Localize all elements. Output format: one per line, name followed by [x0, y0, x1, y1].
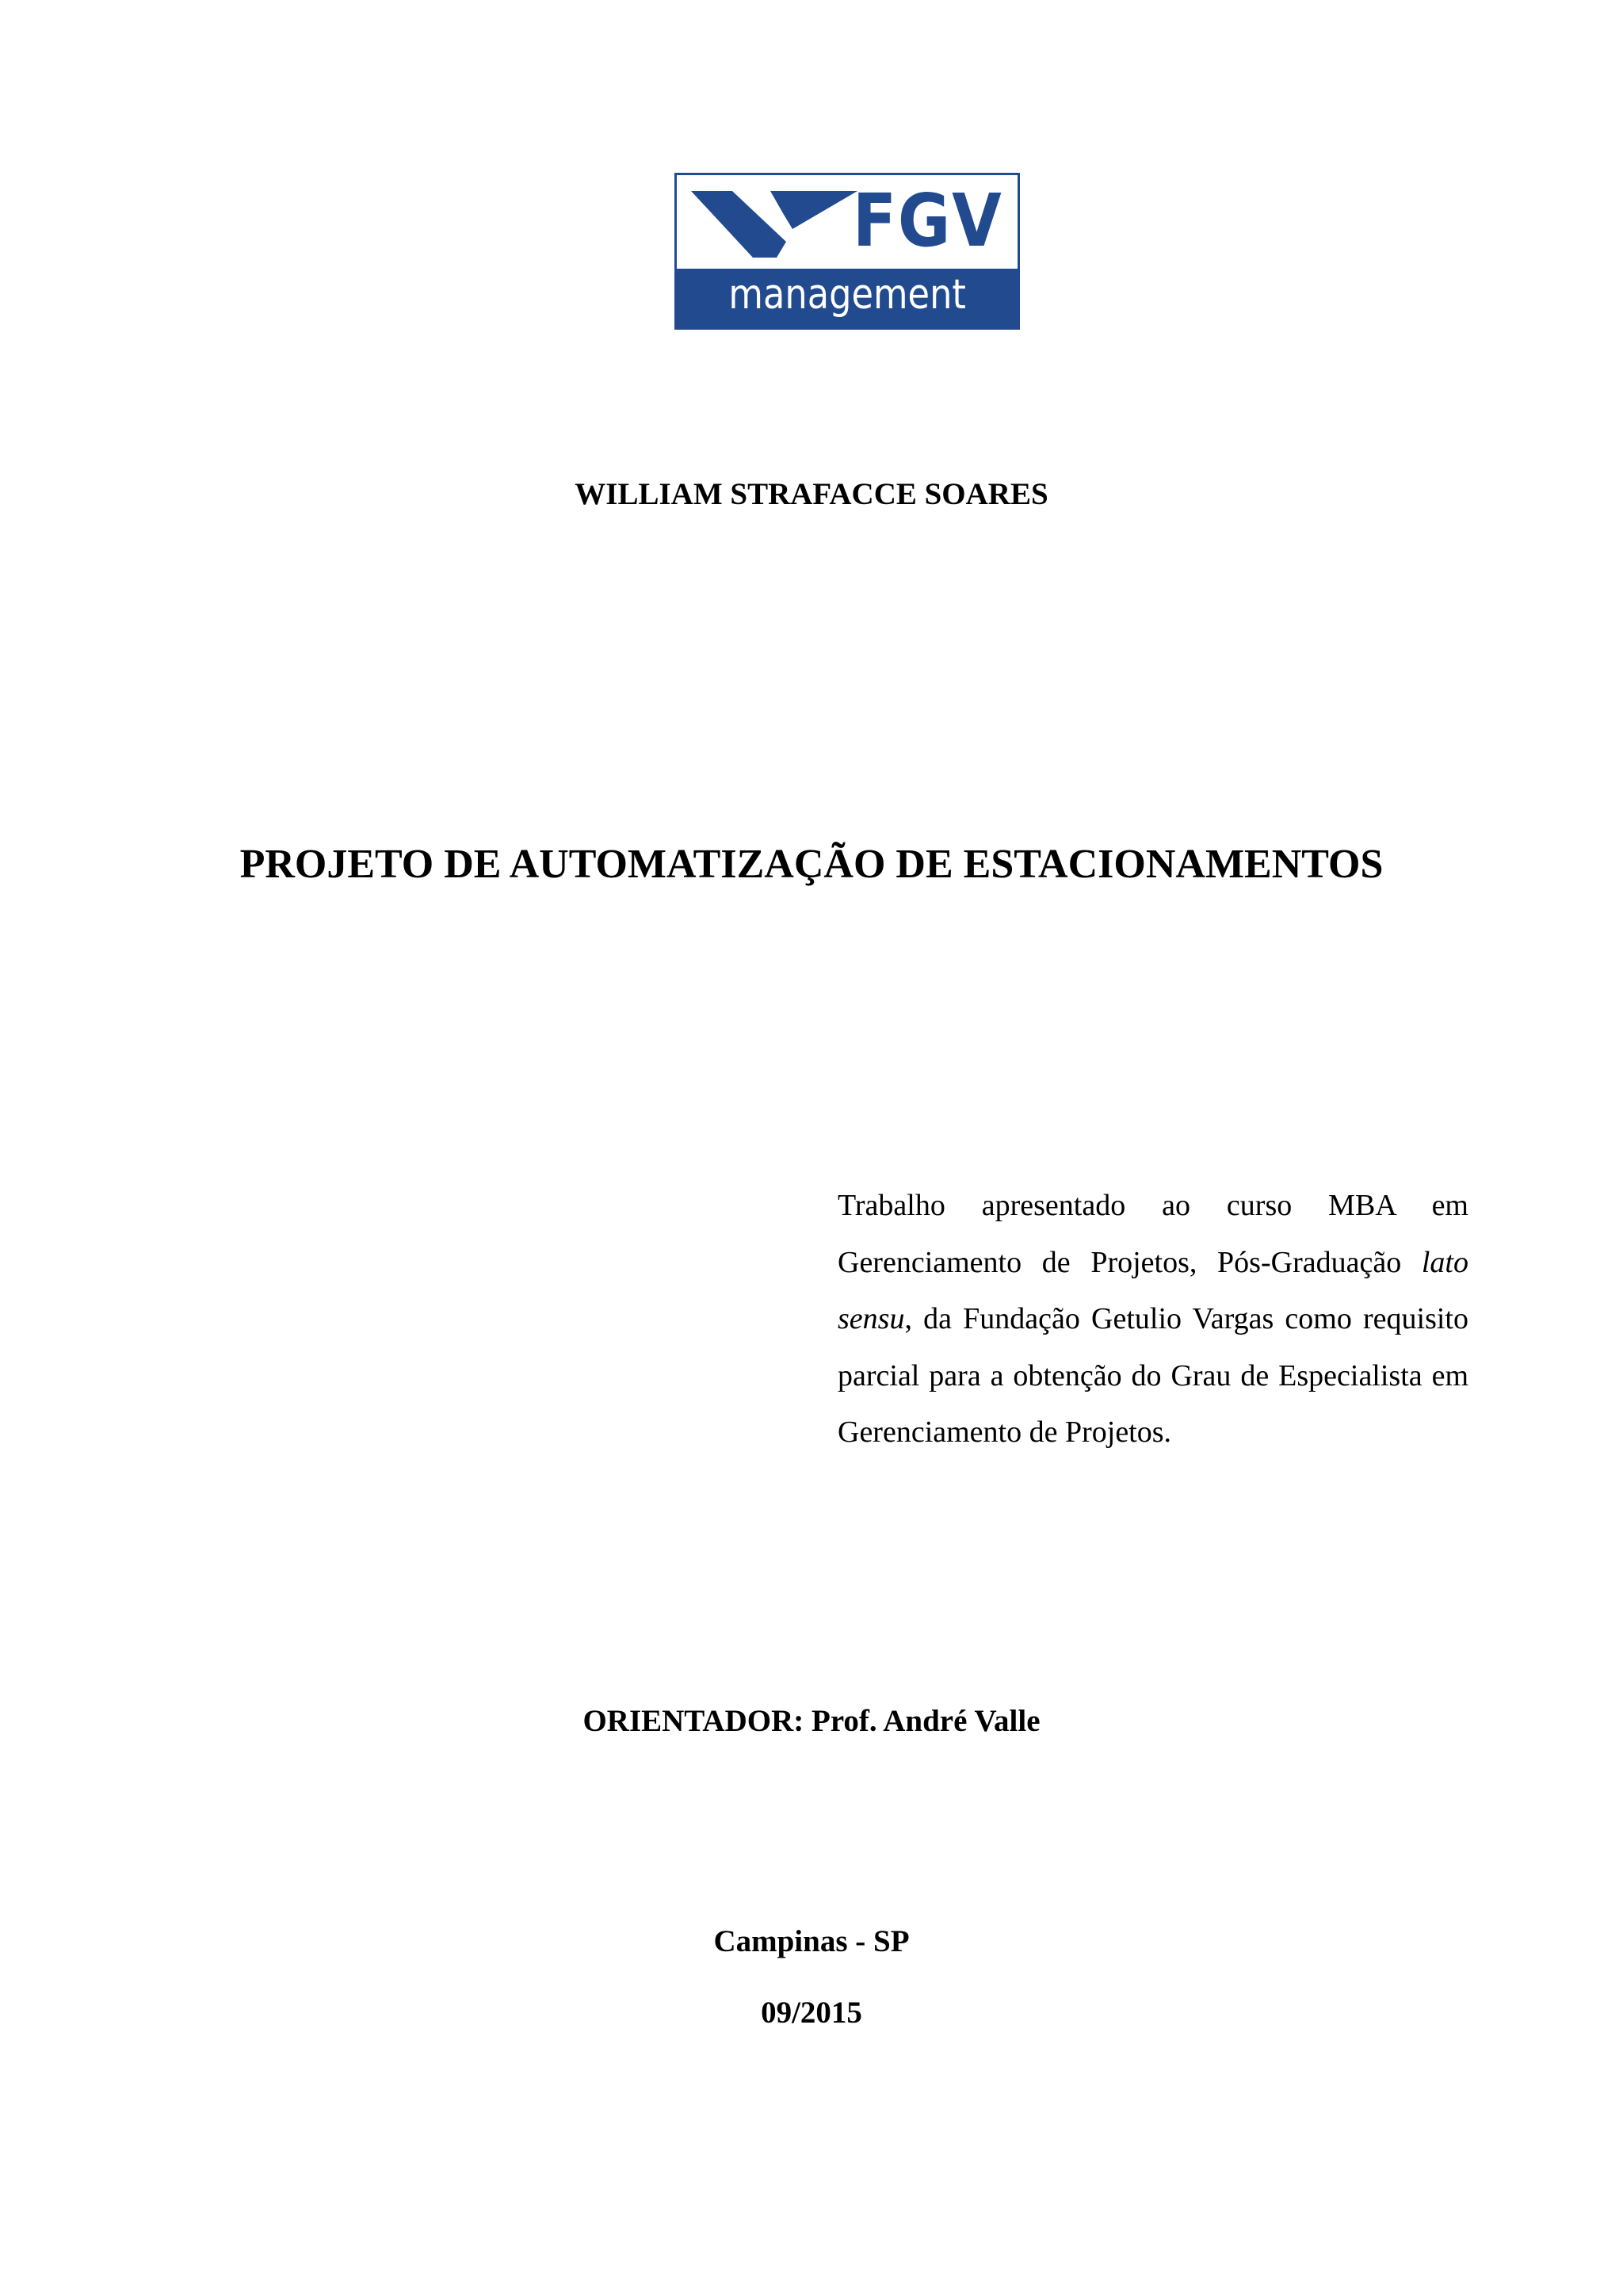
logo-brand-text: FGV — [853, 178, 1003, 263]
logo-top-panel — [677, 175, 1018, 269]
work-description — [838, 1178, 1468, 1461]
date-line: 09/2015 — [761, 1996, 862, 2030]
logo-subtitle-text: management — [728, 271, 966, 319]
fgv-emblem-icon — [691, 185, 857, 261]
work-description-italic: lato sensu — [838, 1245, 1468, 1335]
author-name: WILLIAM STRAFACCE SOARES — [575, 477, 1048, 511]
advisor-line: ORIENTADOR: Prof. André Valle — [582, 1704, 1041, 1738]
city-line: Campinas - SP — [713, 1924, 910, 1958]
work-description-text-2: , da Fundação Getulio Vargas como requisito parcial para a obtenção do Grau de Especialista em Gerenciamento de Projetos. — [838, 1302, 1468, 1449]
document-title: PROJETO DE AUTOMATIZAÇÃO DE ESTACIONAMENTOS — [239, 842, 1384, 887]
fgv-management-logo — [674, 173, 1020, 330]
work-description-text-1: Trabalho apresentado ao curso MBA em Gerenciamento de Projetos, Pós-Graduação — [838, 1189, 1468, 1279]
logo-bottom-band — [677, 269, 1018, 327]
